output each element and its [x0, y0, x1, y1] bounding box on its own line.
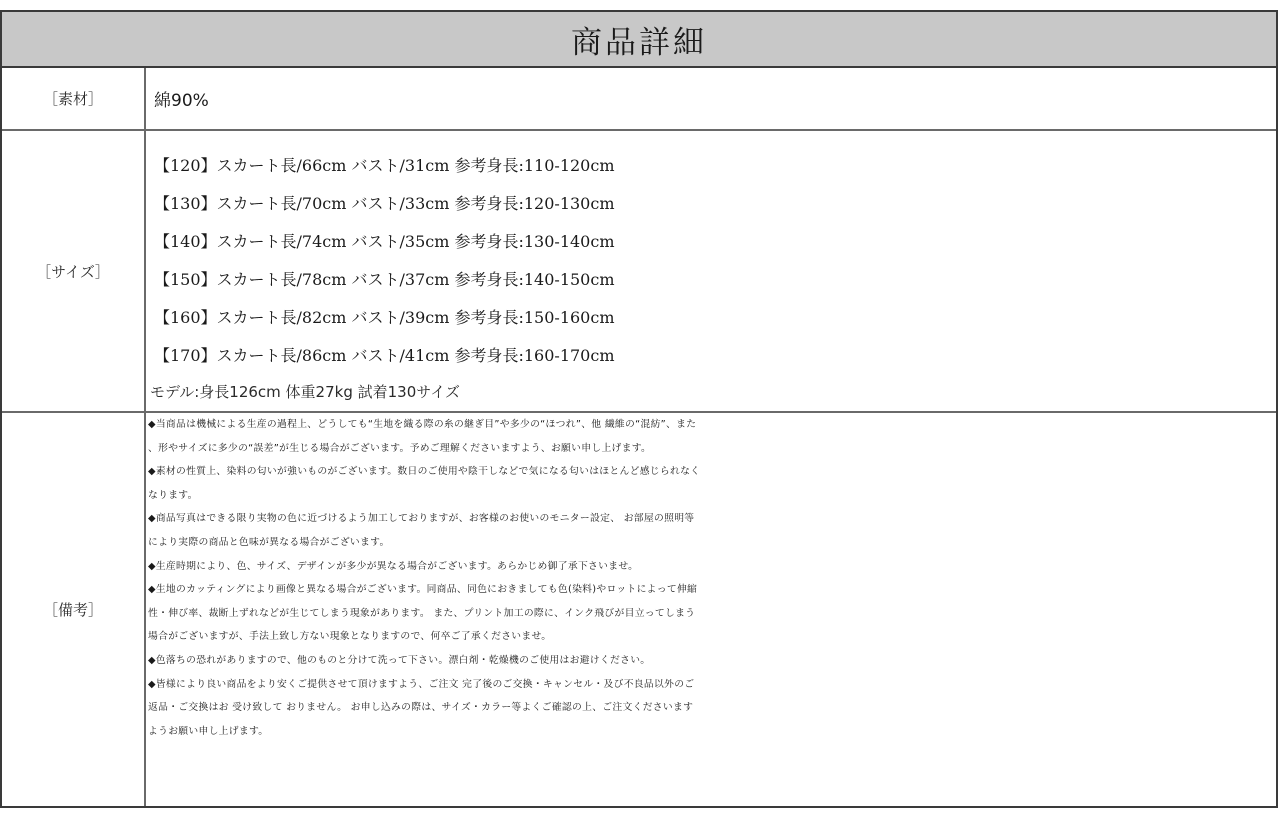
- size-content: [150, 131, 1272, 411]
- material-value: 綿90%: [154, 91, 209, 111]
- model-info: モデル:身長126cm 体重27kg 試着130サイズ: [150, 383, 461, 401]
- note-line: 、形やサイズに多少の“誤差”が生じる場合がございます。予めご理解くださいますよう、お願い申し上げます。: [148, 442, 652, 454]
- page-title: 商品詳細: [571, 24, 707, 61]
- note-line: ようお願い申し上げます。: [148, 725, 269, 737]
- size-line: 【170】スカート長/86cm バスト/41cm 参考身長:160-170cm: [154, 346, 615, 365]
- notes-text: [148, 413, 1272, 743]
- note-line: ◆素材の性質上、染料の匂いが強いものがございます。数日のご使用や陰干しなどで気になる匂いはほとんど感じられなく: [148, 466, 701, 478]
- note-line: 返品・ご交換はお 受け致して おりません。 お申し込みの際は、サイズ・カラー等よくご確認の上、ご注文くださいます: [148, 702, 694, 714]
- note-line: ◆皆様により良い商品をより安くご提供させて頂けますよう、ご注文 完了後のご交換・キャンセル・及び不良品以外のご: [148, 678, 695, 690]
- note-line: ◆商品写真はできる限り実物の色に近づけるよう加工しておりますが、お客様のお使いのモニター設定、 お部屋の照明等: [148, 513, 695, 525]
- note-line: ◆色落ちの恐れがありますので、他のものと分けて洗って下さい。漂白剤・乾燥機のご使用はお避けください。: [148, 654, 651, 666]
- notes-row: [2, 413, 1276, 806]
- material-row: [2, 68, 1276, 131]
- size-line: 【150】スカート長/78cm バスト/37cm 参考身長:140-150cm: [154, 270, 615, 289]
- note-line: ◆生地のカッティングにより画像と異なる場合がございます。同商品、同色におきましても色(染料)やロットによって伸縮: [148, 584, 698, 596]
- size-label: ［サイズ］: [2, 131, 146, 411]
- size-row: [2, 131, 1276, 413]
- size-line: 【130】スカート長/70cm バスト/33cm 参考身長:120-130cm: [154, 194, 615, 213]
- size-line: 【120】スカート長/66cm バスト/31cm 参考身長:110-120cm: [154, 156, 615, 175]
- material-label: ［素材］: [2, 68, 146, 129]
- note-line: ◆生産時期により、色、サイズ、デザインが多少が異なる場合がございます。あらかじめ御了承下さいませ。: [148, 560, 639, 572]
- note-line: 場合がございますが、手法上致し方ない現象となりますので、何卒ご了承くださいませ。: [148, 631, 552, 643]
- note-line: 性・伸び率、裁断上ずれなどが生じてしまう現象があります。 また、プリント加工の際に、インク飛びが目立ってしまう: [148, 607, 696, 619]
- product-detail-table: [0, 10, 1278, 808]
- notes-content: [148, 413, 1272, 806]
- note-line: ◆当商品は機械による生産の過程上、どうしても“生地を織る際の糸の継ぎ目”や多少の“ほつれ”、他 繊維の“混紡”、また: [148, 419, 697, 430]
- notes-label: ［備考］: [2, 413, 146, 806]
- size-line: 【140】スカート長/74cm バスト/35cm 参考身長:130-140cm: [154, 232, 615, 251]
- note-line: なります。: [148, 489, 198, 501]
- table-header: [2, 12, 1276, 68]
- size-line: 【160】スカート長/82cm バスト/39cm 参考身長:150-160cm: [154, 308, 615, 327]
- note-line: により実際の商品と色味が異なる場合がございます。: [148, 536, 390, 548]
